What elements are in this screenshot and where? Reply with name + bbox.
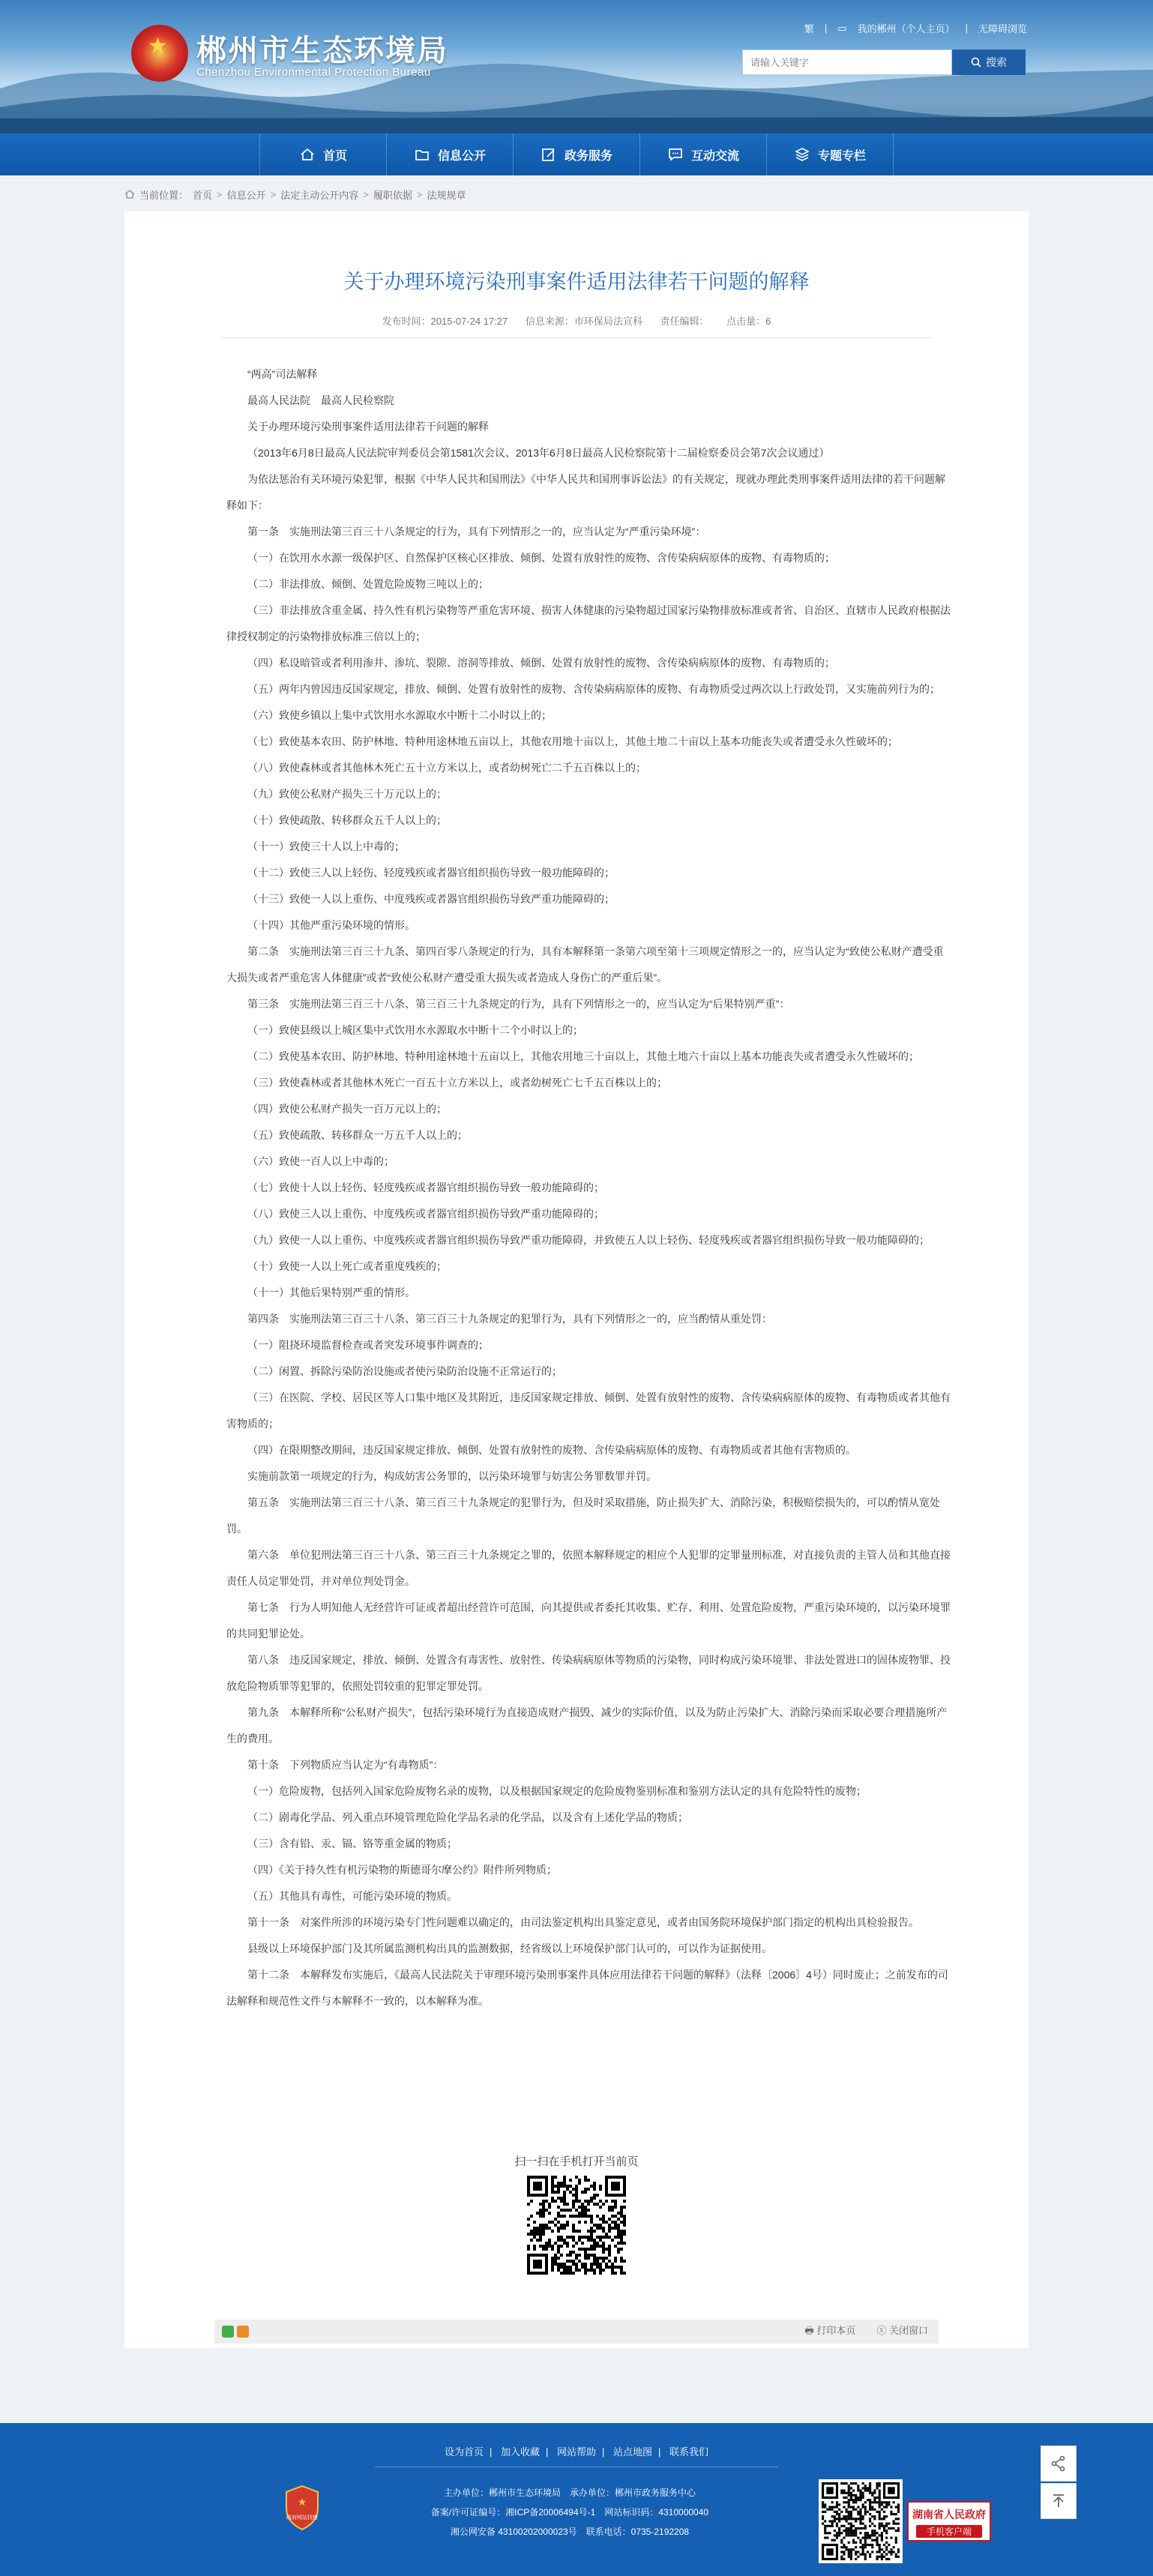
article-paragraph: （三）致使森林或者其他林木死亡一百五十立方米以上，或者幼树死亡七千五百株以上的；	[247, 1077, 667, 1089]
article-paragraph: （六）致使一百人以上中毒的；	[247, 1155, 394, 1167]
article-paragraph: （五）致使疏散、转移群众一万五千人以上的；	[247, 1129, 468, 1141]
article-paragraph: （二）非法排放、倾倒、处置危险废物三吨以上的；	[247, 578, 489, 590]
footer-link-help[interactable]: 网站帮助	[556, 2446, 596, 2458]
breadcrumb-separator: >	[363, 188, 369, 200]
nav-label: 互动交流	[690, 149, 739, 163]
main-nav	[0, 133, 1153, 175]
personal-homepage-link[interactable]: 我的郴州（个人主页）	[857, 23, 955, 34]
monitor-icon: ▭	[837, 22, 847, 34]
article-body	[226, 361, 951, 2014]
breadcrumb-item[interactable]: 履职依据	[373, 189, 412, 201]
article-container	[124, 211, 1029, 2348]
article-paragraph: 第二条 实施刑法第三百三十九条、第四百零八条规定的行为，具有本解释第一条第六项至第十三项规定情形之一的，应当认定为“致使公私财产遭受重大损失或者严重危害人体健康”或者“致使公私财产遭受重大损失或者造成人身伤亡的严重后果”。	[226, 945, 944, 984]
article-paragraph: （十三）致使一人以上重伤、中度残疾或者器官组织损伤导致严重功能障碍的；	[247, 893, 615, 905]
nav-label: 专题专栏	[817, 149, 866, 163]
footer-link-sitemap[interactable]: 站点地图	[613, 2446, 653, 2458]
article-paragraph: （七）致使十人以上轻伤、轻度残疾或者器官组织损伤导致一般功能障碍的；	[247, 1182, 604, 1194]
article-paragraph: 第十条 下列物质应当认定为“有毒物质”：	[247, 1759, 444, 1771]
article-paragraph: 实施前款第一项规定的行为，构成妨害公务罪的，以污染环境罪与妨害公务罪数罪并罚。	[247, 1470, 657, 1482]
article-paragraph: （六）致使乡镇以上集中式饮用水水源取水中断十二小时以上的；	[247, 709, 552, 721]
traditional-chinese-link[interactable]: 繁	[804, 23, 814, 34]
nav-item-gov-service[interactable]	[514, 133, 640, 175]
article-paragraph: （九）致使公私财产损失三十万元以上的；	[247, 788, 447, 800]
home-icon	[124, 189, 135, 199]
page-qr-code	[527, 2176, 626, 2275]
article-paragraph: （五）两年内曾因违反国家规定，排放、倾倒、处置有放射性的废物、含传染病病原体的废物、有毒物质受过两次以上行政处罚，又实施前列行为的；	[247, 683, 940, 695]
breadcrumb-item[interactable]: 法规规章	[427, 189, 466, 201]
article-paragraph: 第六条 单位犯刑法第三百三十八条、第三百三十九条规定之罪的，依照本解释规定的相应个人犯罪的定罪量刑标准，对直接负责的主管人员和其他直接责任人员定罪处罚，并对单位判处罚金。	[226, 1549, 951, 1587]
nav-label: 信息公开	[437, 149, 486, 163]
article-paragraph: （二）闲置、拆除污染防治设施或者使污染防治设施不正常运行的；	[247, 1365, 562, 1377]
breadcrumb-separator: >	[217, 188, 223, 200]
article-title: 关于办理环境污染刑事案件适用法律若干问题的解释	[343, 271, 810, 294]
qr-caption: 扫一扫在手机打开当前页	[514, 2155, 639, 2168]
article-paragraph: （四）在限期整改期间，违反国家规定排放、倾倒、处置有放射性的废物、含传染病病原体的废物、有毒物质或者其他有害物质的。	[247, 1444, 856, 1456]
footer-link-set-home[interactable]: 设为首页	[444, 2446, 484, 2458]
article-paragraph: 为依法惩治有关环境污染犯罪，根据《中华人民共和国刑法》《中华人民共和国刑事诉讼法》的有关规定，现就办理此类刑事案件适用法律的若干问题解释如下：	[226, 473, 945, 511]
article-paragraph: （二）致使基本农田、防护林地、特种用途林地十五亩以上，其他农用地三十亩以上，其他土地六十亩以上基本功能丧失或者遭受永久性破坏的；	[247, 1050, 919, 1062]
site-subtitle: Chenzhou Environmental Protection Bureau	[196, 66, 431, 79]
article-paragraph: （一）致使县级以上城区集中式饮用水水源取水中断十二个小时以上的；	[247, 1024, 583, 1036]
article-paragraph: 第十二条 本解释发布实施后，《最高人民法院关于审理环境污染刑事案件具体应用法律若干问题的解释》（法释〔2006〕4号）同时废止；之前发布的司法解释和规范性文件与本解释不一致的，以本解释为准。	[226, 1969, 948, 2007]
separator: |	[965, 22, 968, 34]
separator: |	[824, 22, 828, 34]
article-paragraph: （十）致使一人以上死亡或者重度残疾的；	[247, 1260, 447, 1272]
article-paragraph: 第十一条 对案件所涉的环境污染专门性问题难以确定的，由司法鉴定机构出具鉴定意见，或者由国务院环境保护部门指定的机构出具检验报告。	[247, 1916, 919, 1928]
article-paragraph: （十一）致使三十人以上中毒的；	[247, 840, 405, 852]
edit-icon	[541, 146, 557, 163]
share-icon	[1050, 2455, 1068, 2473]
article-paragraph: （十）致使疏散、转移群众五千人以上的；	[247, 814, 447, 826]
search-box	[742, 49, 1026, 75]
home-icon	[299, 146, 316, 163]
layers-icon	[794, 146, 810, 163]
article-paragraph: 第一条 实施刑法第三百三十八条规定的行为，具有下列情形之一的，应当认定为“严重污染环境”：	[247, 526, 706, 538]
footer-icp: 备案/许可证编号：湘ICP备20006494号-1 网站标识码：4310000040	[430, 2507, 709, 2518]
province-badge-title: 湖南省人民政府	[912, 2509, 986, 2521]
view-count: 点击量：6	[726, 316, 771, 327]
close-window-button[interactable]: ⓧ 关闭窗口	[876, 2325, 928, 2336]
search-button[interactable]	[952, 49, 1026, 75]
article-paragraph: （四）致使公私财产损失一百万元以上的；	[247, 1103, 447, 1115]
article-paragraph: 第九条 本解释所称“公私财产损失”，包括污染环境行为直接造成财产损毁、减少的实际价值，以及为防止污染扩大、消除污染而采取必要合理措施所产生的费用。	[226, 1706, 948, 1745]
breadcrumb-prefix: 当前位置：	[139, 189, 189, 201]
search-input[interactable]	[742, 49, 952, 75]
article-paragraph: 第七条 行为人明知他人无经营许可证或者超出经营许可范围，向其提供或者委托其收集、贮存、利用、处置危险废物，严重污染环境的，以污染环境罪的共同犯罪论处。	[226, 1601, 951, 1640]
weibo-share-icon[interactable]	[237, 2326, 249, 2338]
article-paragraph: （四）私设暗管或者利用渗井、渗坑、裂隙、溶洞等排放、倾倒、处置有放射性的废物、含传染病病原体的废物、有毒物质的；	[247, 657, 835, 669]
search-button-label: 搜索	[986, 56, 1007, 68]
publish-time: 发布时间：2015-07-24 17:27	[382, 316, 508, 327]
footer-info	[375, 2483, 765, 2542]
share-float-button[interactable]	[1041, 2446, 1077, 2482]
nav-label: 政务服务	[564, 149, 612, 163]
article-paragraph: （五）其他具有毒性，可能污染环境的物质。	[247, 1890, 457, 1902]
nav-label: 首页	[322, 149, 347, 163]
article-paragraph: （七）致使基本农田、防护林地、特种用途林地五亩以上，其他农用地十亩以上，其他土地二十亩以上基本功能丧失或者遭受永久性破坏的；	[247, 735, 898, 747]
accessibility-link[interactable]: 无障碍浏览	[978, 23, 1027, 34]
article-paragraph: （十四）其他严重污染环境的情形。	[247, 919, 415, 931]
arrow-up-icon	[1050, 2492, 1068, 2510]
article-paragraph: （九）致使一人以上重伤、中度残疾或者器官组织损伤导致严重功能障碍，并致使五人以上轻伤、轻度残疾或者器官组织损伤导致一般功能障碍的；	[247, 1234, 930, 1246]
hunan-gov-app-badge[interactable]	[907, 2501, 991, 2542]
article-paragraph: （一）危险废物，包括列入国家危险废物名录的废物，以及根据国家规定的危险废物鉴别标准和鉴别方法认定的具有危险特性的废物；	[247, 1785, 867, 1797]
editor: 责任编辑：	[660, 316, 709, 327]
footer-police-record: 湘公网安备 43100202000023号 联系电话：0735-2192208	[450, 2527, 690, 2537]
article-paragraph: （十一）其他后果特别严重的情形。	[247, 1287, 415, 1298]
breadcrumb-item[interactable]: 法定主动公开内容	[280, 189, 359, 201]
article-paragraph: （三）在医院、学校、居民区等人口集中地区及其附近，违反国家规定排放、倾倒、处置有放射性的废物、含传染病病原体的废物、有毒物质或者其他有害物质的；	[226, 1391, 951, 1430]
breadcrumb-item[interactable]: 首页	[193, 189, 213, 201]
article-paragraph: （四）《关于持久性有机污染物的斯德哥尔摩公约》附件所列物质；	[247, 1864, 557, 1876]
article-paragraph: （十二）致使三人以上轻伤、轻度残疾或者器官组织损伤导致一般功能障碍的；	[247, 867, 615, 879]
footer-qr-code	[819, 2479, 903, 2563]
site-footer	[0, 2423, 1153, 2576]
article-meta	[124, 313, 1029, 328]
nav-item-home[interactable]	[259, 133, 387, 175]
svg-text:★: ★	[297, 2497, 307, 2509]
article-paragraph: （2013年6月8日最高人民法院审判委员会第1581次会议、2013年6月8日最高人民检察院第十二届检察委员会第7次会议通过）	[247, 447, 830, 459]
article-paragraph: 第四条 实施刑法第三百三十八条、第三百三十九条规定的犯罪行为，具有下列情形之一的，应当酌情从重处罚：	[247, 1313, 772, 1325]
footer-link-favorite[interactable]: 加入收藏	[500, 2446, 540, 2458]
article-tools-bar	[214, 2320, 939, 2344]
wechat-share-icon[interactable]	[222, 2326, 234, 2338]
nav-item-interaction[interactable]	[640, 133, 767, 175]
search-icon	[971, 57, 981, 67]
article-paragraph: 关于办理环境污染刑事案件适用法律若干问题的解释	[247, 421, 489, 433]
nav-item-special-topics[interactable]	[767, 133, 894, 175]
footer-organizer: 主办单位：郴州市生态环境局 承办单位：郴州市政务服务中心	[443, 2488, 696, 2498]
gov-site-error-badge[interactable]	[283, 2485, 321, 2531]
site-header	[0, 0, 1153, 133]
breadcrumb-separator: >	[270, 188, 277, 200]
folder-icon	[414, 146, 430, 163]
tool-links	[804, 2323, 928, 2341]
nav-item-info-disclosure[interactable]	[387, 133, 514, 175]
divider	[222, 337, 931, 338]
breadcrumb	[124, 183, 466, 205]
article-paragraph: “两高”司法解释	[247, 368, 318, 380]
article-paragraph: （一）在饮用水水源一级保护区、自然保护区核心区排放、倾倒、处置有放射性的废物、含传染病病原体的废物、有毒物质的；	[247, 552, 835, 564]
article-paragraph: （一）阻挠环境监督检查或者突发环境事件调查的；	[247, 1339, 489, 1351]
article-paragraph: （三）非法排放含重金属、持久性有机污染物等严重危害环境、损害人体健康的污染物超过国家污染物排放标准或者省、自治区、直辖市人民政府根据法律授权制定的污染物排放标准三倍以上的；	[226, 604, 951, 643]
footer-link-contact[interactable]: 联系我们	[669, 2446, 709, 2458]
share-buttons	[222, 2326, 249, 2338]
back-to-top-button[interactable]	[1041, 2483, 1077, 2519]
article-paragraph: 第三条 实施刑法第三百三十八条、第三百三十九条规定的行为，具有下列情形之一的，应当认定为“后果特别严重”：	[247, 998, 790, 1010]
site-title: 郴州市生态环境局	[196, 34, 448, 68]
breadcrumb-separator: >	[416, 188, 423, 200]
info-source: 信息来源：市环保局法宣科	[525, 316, 642, 327]
article-paragraph: （二）剧毒化学品、列入重点环境管理危险化学品名录的化学品，以及含有上述化学品的物质；	[247, 1811, 688, 1823]
article-paragraph: 第八条 违反国家规定，排放、倾倒、处置含有毒害性、放射性、传染病病原体等物质的污染物，同时构成污染环境罪、非法处置进口的固体废物罪、投放危险物质罪等犯罪的，依照处罚较重的犯罪定罪处罚。	[226, 1654, 951, 1692]
footer-links: 设为首页 | 加入收藏 | 网站帮助 | 站点地图 | 联系我们	[444, 2446, 709, 2458]
print-label: 打印本页	[816, 2325, 856, 2336]
article-paragraph: 最高人民法院 最高人民检察院	[247, 394, 394, 406]
chat-icon	[667, 146, 684, 163]
close-label: 关闭窗口	[888, 2325, 928, 2336]
article-paragraph: （三）含有铅、汞、镉、铬等重金属的物质；	[247, 1838, 457, 1850]
badge-text: 政府网站找错	[286, 2515, 318, 2521]
article-paragraph: 县级以上环境保护部门及其所属监测机构出具的监测数据，经省级以上环境保护部门认可的，可以作为证据使用。	[247, 1942, 772, 1954]
article-paragraph: （八）致使森林或者其他林木死亡五十立方米以上，或者幼树死亡二千五百株以上的；	[247, 762, 646, 774]
breadcrumb-item[interactable]: 信息公开	[226, 189, 266, 201]
article-paragraph: 第五条 实施刑法第三百三十八条、第三百三十九条规定的犯罪行为，但及时采取措施，防止损失扩大、消除污染，积极赔偿损失的，可以酌情从宽处罚。	[226, 1496, 940, 1535]
print-button[interactable]: 🖶 打印本页	[804, 2325, 856, 2336]
national-emblem-logo[interactable]: ★	[131, 25, 188, 82]
province-badge-sub: 手机客户端	[916, 2525, 982, 2538]
top-links	[804, 21, 1027, 35]
article-paragraph: （八）致使三人以上重伤、中度残疾或者器官组织损伤导致严重功能障碍的；	[247, 1208, 604, 1220]
